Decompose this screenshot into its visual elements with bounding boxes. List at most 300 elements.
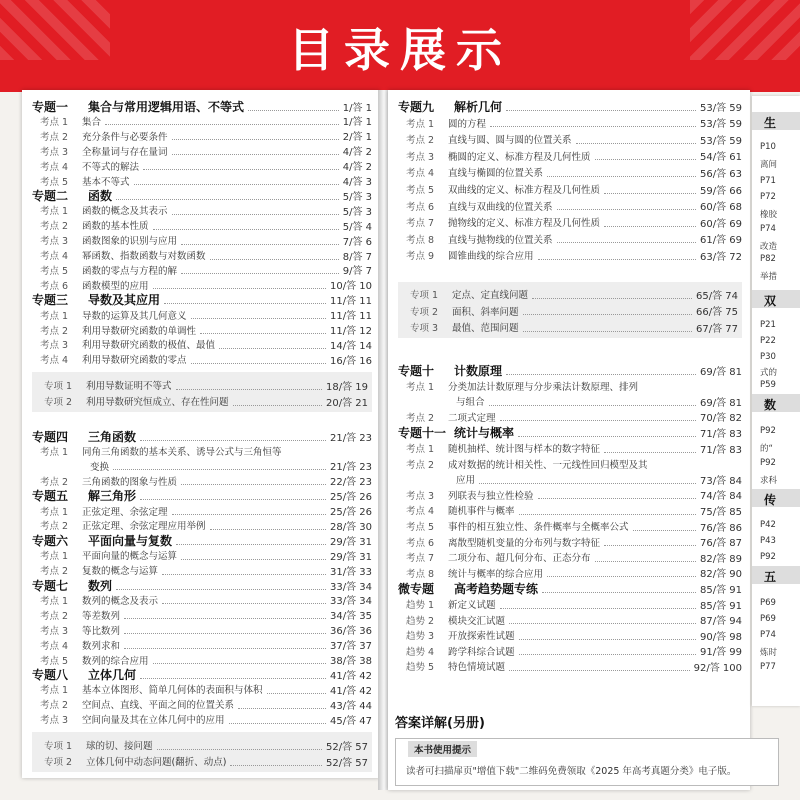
toc-entry-row <box>32 458 372 474</box>
entry-title: 函数的基本性质 <box>82 221 149 233</box>
entry-label: 考点 2 <box>40 476 69 488</box>
entry-page: 54/答 61 <box>700 152 742 164</box>
leader-dots <box>557 201 696 210</box>
entry-page: 45/答 47 <box>330 715 372 727</box>
toc-entry-row <box>32 637 372 653</box>
toc-entry-row <box>32 681 372 697</box>
entry-title: 双曲线的定义、标准方程及几何性质 <box>448 185 601 196</box>
leader-dots <box>547 168 696 177</box>
leader-dots <box>153 280 326 289</box>
entry-title: 直线与椭圆的位置关系 <box>448 168 544 180</box>
toc-topic-row <box>32 428 372 444</box>
usage-note-tag: 本书使用提示 <box>408 741 477 757</box>
entry-label: 专题二 <box>32 188 69 203</box>
entry-label: 考点 2 <box>406 412 435 424</box>
entry-label: 考点 1 <box>406 444 435 455</box>
entry-page: 76/答 87 <box>700 538 742 550</box>
entry-title: 空间向量及其在立体几何中的应用 <box>82 715 225 727</box>
toc-topic-row <box>32 292 372 308</box>
entry-label: 微专题 <box>398 581 435 596</box>
leader-dots <box>538 251 696 260</box>
entry-page: 11/答 12 <box>330 326 372 337</box>
entry-page: 63/答 72 <box>700 251 742 263</box>
toc-entry-row <box>398 393 742 409</box>
toc-entry-row <box>398 148 742 164</box>
leader-dots <box>157 741 322 750</box>
leader-dots <box>172 506 326 515</box>
entry-page: 31/答 33 <box>330 566 372 578</box>
toc-entry-row <box>32 202 372 218</box>
entry-title: 跨学科综合试题 <box>448 646 515 658</box>
entry-label: 专题六 <box>32 533 69 548</box>
toc-entry-row <box>32 247 372 263</box>
entry-label: 考点 5 <box>406 185 435 196</box>
entry-page: 11/答 11 <box>330 296 372 308</box>
entry-label: 考点 4 <box>406 168 435 180</box>
edge-item: P92 <box>760 426 776 436</box>
toc-topic-row <box>398 424 742 440</box>
leader-dots <box>176 381 322 390</box>
toc-entry-row <box>32 622 372 638</box>
toc-entry-row <box>398 247 742 263</box>
entry-label: 专项 2 <box>410 306 439 318</box>
entry-label: 考点 1 <box>406 118 435 130</box>
toc-entry-row <box>398 181 742 197</box>
entry-title: 特色情境试题 <box>448 662 506 674</box>
toc-topic-row <box>32 187 372 203</box>
toc-entry-row <box>398 471 742 487</box>
entry-page: 7/答 6 <box>342 236 372 248</box>
entry-page: 71/答 83 <box>700 428 742 440</box>
entry-page: 65/答 74 <box>696 290 738 302</box>
leader-dots <box>633 522 696 531</box>
leader-dots <box>140 432 326 441</box>
entry-title: 分类加法计数原理与分步乘法计数原理、排列 <box>448 381 639 393</box>
entry-label: 考点 5 <box>406 522 435 533</box>
leader-dots <box>506 366 696 375</box>
entry-label: 考点 2 <box>40 325 69 337</box>
leader-dots <box>519 631 696 640</box>
entry-label: 考点 2 <box>40 131 69 143</box>
entry-page: 21/答 23 <box>330 432 372 444</box>
entry-page: 4/答 2 <box>342 162 372 174</box>
toc-entry-row <box>32 217 372 233</box>
toc-topic-row <box>398 580 742 596</box>
entry-page: 52/答 57 <box>326 741 368 753</box>
leader-dots <box>124 625 326 634</box>
entry-label: 考点 4 <box>40 355 69 367</box>
edge-item: P82 <box>760 254 776 264</box>
entry-title: 应用 <box>456 475 476 487</box>
toc-entry-row <box>398 115 742 131</box>
edge-item: P30 <box>760 352 776 362</box>
entry-page: 53/答 59 <box>700 135 742 147</box>
toc-entry-row <box>32 696 372 712</box>
entry-page: 75/答 85 <box>700 506 742 518</box>
entry-label: 考点 6 <box>406 537 435 549</box>
leader-dots <box>542 584 696 593</box>
leader-dots <box>191 355 326 364</box>
entry-page: 69/答 81 <box>700 397 742 409</box>
entry-label: 考点 9 <box>406 251 435 263</box>
entry-label: 专题十 <box>398 363 435 378</box>
toc-left-page <box>22 90 380 778</box>
entry-page: 5/答 3 <box>342 191 372 203</box>
entry-label: 考点 1 <box>406 381 435 393</box>
entry-page: 8/答 7 <box>342 251 372 263</box>
entry-label: 专项 1 <box>44 381 73 392</box>
entry-title: 数列求和 <box>82 640 121 652</box>
entry-label: 考点 6 <box>40 280 69 292</box>
leader-dots <box>200 325 326 334</box>
entry-title: 离散型随机变量的分布列与数字特征 <box>448 537 601 549</box>
edge-item: P69 <box>760 598 776 608</box>
entry-label: 考点 1 <box>40 310 69 322</box>
entry-title: 集合 <box>82 116 102 128</box>
entry-label: 考点 2 <box>40 566 69 578</box>
entry-page: 56/答 63 <box>700 168 742 180</box>
leader-dots <box>267 685 326 694</box>
entry-title: 函数图象的识别与应用 <box>82 236 178 248</box>
toc-entry-row <box>398 487 742 503</box>
entry-title: 变换 <box>90 461 110 473</box>
edge-item: 改造 <box>760 242 778 252</box>
entry-title: 模块交汇试题 <box>448 615 506 627</box>
entry-page: 74/答 84 <box>700 491 742 503</box>
entry-page: 1/答 1 <box>342 117 372 129</box>
entry-label: 考点 5 <box>40 176 69 188</box>
leader-dots <box>164 295 326 304</box>
edge-item: P22 <box>760 336 776 346</box>
entry-label: 考点 1 <box>40 206 69 218</box>
entry-label: 考点 5 <box>40 655 69 667</box>
entry-label: 专项 1 <box>44 741 73 752</box>
entry-title: 复数的概念与运算 <box>82 566 159 578</box>
entry-title: 与组合 <box>456 397 485 409</box>
entry-label: 考点 3 <box>40 715 69 727</box>
header-banner <box>0 0 800 92</box>
toc-topic-row <box>32 666 372 682</box>
entry-title: 数列 <box>88 578 113 593</box>
entry-label: 趋势 2 <box>406 615 435 627</box>
edge-item: P92 <box>760 552 776 562</box>
entry-label: 趋势 5 <box>406 662 435 674</box>
edge-item: P74 <box>760 630 776 640</box>
toc-entry-row <box>32 592 372 608</box>
entry-label: 考点 2 <box>40 700 69 712</box>
toc-topic-row <box>398 362 742 378</box>
entry-title: 立体几何 <box>88 667 137 682</box>
entry-title: 等比数列 <box>82 625 121 637</box>
leader-dots <box>162 566 326 575</box>
edge-section-head: 数 <box>764 398 777 412</box>
entry-page: 38/答 38 <box>330 656 372 667</box>
edge-section-head: 传 <box>764 493 777 507</box>
entry-page: 53/答 59 <box>700 119 742 131</box>
entry-label: 专题七 <box>32 578 69 593</box>
entry-label: 趋势 3 <box>406 631 435 643</box>
entry-title: 函数模型的应用 <box>82 280 149 292</box>
entry-label: 专题三 <box>32 293 69 308</box>
entry-label: 考点 3 <box>40 146 69 158</box>
leader-dots <box>489 397 696 406</box>
toc-entry-row <box>398 456 742 472</box>
entry-page: 5/答 4 <box>342 221 372 233</box>
entry-title: 函数的零点与方程的解 <box>82 265 178 277</box>
entry-page: 85/答 91 <box>700 600 742 612</box>
entry-label: 考点 4 <box>40 640 69 652</box>
entry-page: 73/答 84 <box>700 475 742 487</box>
toc-entry-row <box>398 612 742 628</box>
entry-title: 抛物线的定义、标准方程及几何性质 <box>448 218 601 230</box>
entry-page: 16/答 16 <box>330 355 372 367</box>
edge-item: 举措 <box>760 272 778 282</box>
entry-title: 高考趋势题专练 <box>454 581 539 596</box>
leader-dots <box>532 290 692 299</box>
entry-title: 椭圆的定义、标准方程及几何性质 <box>448 151 591 163</box>
entry-page: 20/答 21 <box>326 397 368 409</box>
entry-label: 趋势 4 <box>406 646 435 658</box>
usage-note <box>395 738 779 786</box>
toc-special-row <box>402 319 738 335</box>
leader-dots <box>490 118 696 127</box>
entry-label: 考点 3 <box>406 151 435 163</box>
entry-page: 66/答 75 <box>696 307 738 318</box>
entry-label: 专题九 <box>398 99 435 114</box>
entry-title: 统计与概率 <box>454 425 515 440</box>
entry-label: 考点 2 <box>40 610 69 622</box>
entry-page: 60/答 69 <box>700 218 742 230</box>
entry-title: 圆的方程 <box>448 118 487 130</box>
entry-title: 平面向量的概念与运算 <box>82 551 178 563</box>
entry-page: 59/答 66 <box>700 185 742 197</box>
entry-label: 考点 2 <box>406 135 435 147</box>
leader-dots <box>124 640 326 649</box>
leader-dots <box>210 521 326 530</box>
toc-special-row <box>36 377 368 393</box>
entry-page: 87/答 94 <box>700 616 742 628</box>
leader-dots <box>105 116 339 125</box>
entry-title: 基本立体图形、简单几何体的表面积与体积 <box>82 685 263 697</box>
entry-page: 18/答 19 <box>326 381 368 393</box>
entry-label: 专项 2 <box>44 757 73 768</box>
entry-title: 随机抽样、统计图与样本的数字特征 <box>448 444 601 455</box>
edge-item: P71 <box>760 176 776 186</box>
entry-title: 导数及其应用 <box>88 293 161 308</box>
leader-dots <box>181 236 339 245</box>
entry-page: 41/答 42 <box>330 685 372 697</box>
entry-title: 直线与抛物线的位置关系 <box>448 234 553 246</box>
leader-dots <box>116 191 339 200</box>
entry-label: 考点 7 <box>406 218 435 230</box>
leader-dots <box>124 610 326 619</box>
usage-note-text: 读者可扫描扉页"增值下载"二维码免费领取《2025 年高考真题分类》电子版。 <box>406 766 737 777</box>
toc-special-row <box>36 737 368 753</box>
entry-label: 考点 4 <box>406 506 435 518</box>
toc-entry-row <box>32 322 372 338</box>
toc-entry-row <box>32 443 372 459</box>
entry-title: 新定义试题 <box>448 600 496 611</box>
toc-entry-row <box>398 131 742 147</box>
toc-entry-row <box>398 231 742 247</box>
edge-section-head: 双 <box>764 294 777 308</box>
toc-entry-row <box>32 307 372 323</box>
leader-dots <box>181 476 326 485</box>
next-page-edge <box>752 96 800 706</box>
entry-page: 4/答 3 <box>342 177 372 188</box>
toc-entry-row <box>398 643 742 659</box>
entry-page: 11/答 11 <box>330 311 372 323</box>
toc-entry-row <box>398 627 742 643</box>
toc-topic-row <box>32 488 372 504</box>
leader-dots <box>116 581 326 590</box>
leader-dots <box>595 151 696 160</box>
entry-label: 考点 1 <box>40 506 69 518</box>
entry-title: 事件的相互独立性、条件概率与全概率公式 <box>448 522 629 533</box>
leader-dots <box>140 491 326 500</box>
entry-label: 专题四 <box>32 429 69 444</box>
leader-dots <box>153 655 326 664</box>
entry-title: 解析几何 <box>454 99 503 114</box>
entry-title: 三角函数的图象与性质 <box>82 476 178 488</box>
entry-title: 最值、范围问题 <box>452 323 519 334</box>
leader-dots <box>162 595 326 604</box>
entry-page: 70/答 82 <box>700 413 742 425</box>
toc-entry-row <box>398 596 742 612</box>
entry-title: 解三角形 <box>88 489 137 504</box>
entry-title: 导数的运算及其几何意义 <box>82 310 187 322</box>
entry-label: 考点 5 <box>40 265 69 277</box>
entry-label: 专项 3 <box>410 323 439 334</box>
leader-dots <box>238 700 326 709</box>
entry-title: 数列的概念及表示 <box>82 595 159 607</box>
entry-label: 考点 3 <box>40 340 69 352</box>
entry-title: 利用导数证明不等式 <box>86 381 172 392</box>
entry-label: 考点 2 <box>406 459 435 471</box>
toc-entry-row <box>32 128 372 144</box>
entry-label: 考点 1 <box>40 551 69 563</box>
entry-title: 面积、斜率问题 <box>452 306 519 318</box>
entry-label: 考点 2 <box>40 521 69 533</box>
toc-special-row <box>36 753 368 769</box>
entry-label: 趋势 1 <box>406 600 435 611</box>
entry-label: 考点 8 <box>406 234 435 246</box>
entry-page: 25/答 26 <box>330 507 372 518</box>
entry-label: 考点 2 <box>40 221 69 233</box>
edge-item: P42 <box>760 520 776 530</box>
toc-special-row <box>36 393 368 409</box>
entry-page: 71/答 83 <box>700 444 742 456</box>
leader-dots <box>509 662 690 671</box>
toc-topic-row <box>398 98 742 114</box>
entry-label: 考点 4 <box>40 251 69 262</box>
entry-label: 考点 4 <box>40 161 69 173</box>
leader-dots <box>210 251 339 260</box>
entry-page: 41/答 42 <box>330 670 372 682</box>
toc-entry-row <box>398 198 742 214</box>
toc-entry-row <box>398 378 742 394</box>
leader-dots <box>140 670 326 679</box>
edge-item: P74 <box>760 224 776 234</box>
edge-item: P77 <box>760 662 776 672</box>
entry-page: 10/答 10 <box>330 281 372 293</box>
leader-dots <box>172 206 339 215</box>
toc-right-page <box>388 90 750 790</box>
toc-entry-row <box>398 534 742 550</box>
toc-entry-row <box>398 440 742 456</box>
toc-entry-row <box>32 351 372 367</box>
entry-page: 82/答 89 <box>700 553 742 565</box>
toc-entry-row <box>398 164 742 180</box>
leader-dots <box>143 161 339 170</box>
entry-label: 考点 1 <box>40 116 69 128</box>
leader-dots <box>172 131 339 140</box>
edge-item: P72 <box>760 192 776 202</box>
leader-dots <box>547 568 696 577</box>
answer-title: 答案详解(另册) <box>395 716 485 731</box>
toc-entry-row <box>32 503 372 519</box>
entry-title: 开放探索性试题 <box>448 631 515 643</box>
entry-title: 定点、定直线问题 <box>452 290 529 301</box>
entry-title: 直线与圆、圆与圆的位置关系 <box>448 135 572 147</box>
toc-entry-row <box>32 158 372 174</box>
toc-topic-row <box>32 98 372 114</box>
edge-item: P10 <box>760 142 776 152</box>
leader-dots <box>229 715 326 724</box>
entry-title: 基本不等式 <box>82 176 130 188</box>
edge-item: P92 <box>760 458 776 468</box>
leader-dots <box>500 412 696 421</box>
entry-label: 专题十一 <box>398 425 447 440</box>
entry-page: 2/答 1 <box>342 132 372 144</box>
toc-entry-row <box>32 711 372 727</box>
leader-dots <box>191 310 326 319</box>
entry-title: 同角三角函数的基本关系、诱导公式与三角恒等 <box>82 446 282 458</box>
entry-title: 集合与常用逻辑用语、不等式 <box>88 99 245 114</box>
leader-dots <box>153 221 339 230</box>
entry-page: 34/答 35 <box>330 611 372 623</box>
entry-title: 圆锥曲线的综合应用 <box>448 251 534 263</box>
entry-page: 37/答 37 <box>330 641 372 653</box>
entry-label: 专项 1 <box>410 290 439 301</box>
toc-entry-row <box>32 607 372 623</box>
entry-page: 67/答 77 <box>696 323 738 335</box>
entry-label: 考点 1 <box>40 685 69 697</box>
entry-title: 利用导数研究恒成立、存在性问题 <box>86 397 229 408</box>
entry-title: 球的切、接问题 <box>86 741 153 752</box>
entry-label: 考点 7 <box>406 553 435 565</box>
leader-dots <box>509 615 696 624</box>
leader-dots <box>113 461 326 470</box>
leader-dots <box>604 444 696 453</box>
entry-page: 82/答 90 <box>700 569 742 581</box>
entry-page: 85/答 91 <box>700 584 742 596</box>
leader-dots <box>506 102 696 111</box>
entry-title: 数列的综合应用 <box>82 655 149 667</box>
toc-entry-row <box>32 113 372 129</box>
entry-title: 统计与概率的综合应用 <box>448 568 544 580</box>
edge-section-head: 五 <box>764 570 777 584</box>
entry-page: 33/答 34 <box>330 596 372 608</box>
leader-dots <box>518 428 696 437</box>
toc-topic-row <box>32 532 372 548</box>
leader-dots <box>233 397 322 406</box>
entry-title: 正弦定理、余弦定理应用举例 <box>82 521 206 533</box>
entry-label: 考点 6 <box>406 201 435 213</box>
toc-entry-row <box>398 409 742 425</box>
entry-label: 考点 3 <box>40 625 69 637</box>
entry-page: 9/答 7 <box>342 266 372 278</box>
